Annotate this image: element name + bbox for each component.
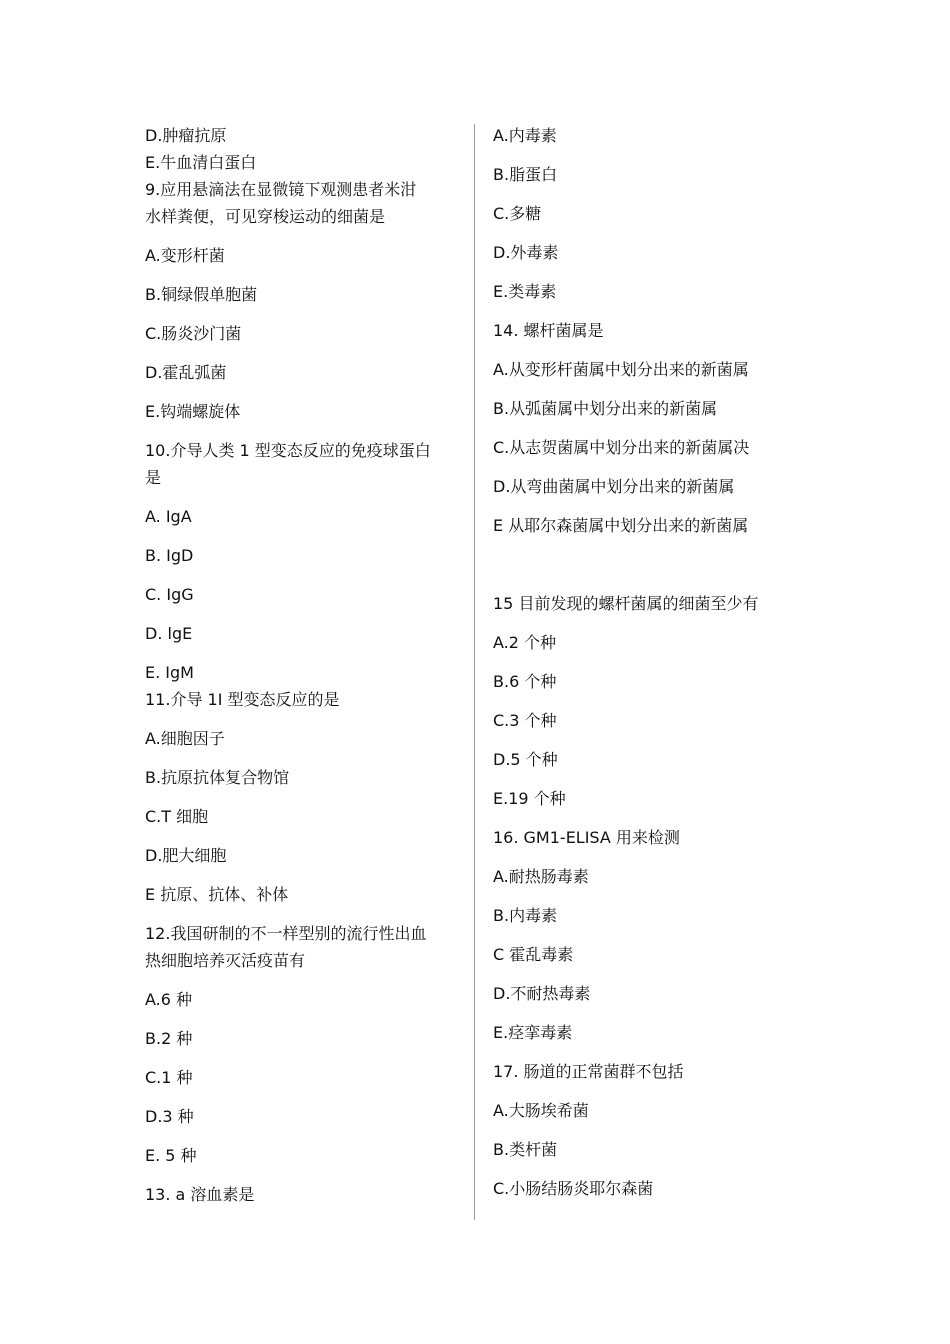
question-10-line-2: 是 — [145, 468, 162, 487]
option-e-q10: E. IgM — [145, 663, 194, 682]
option-b-q9: B.铜绿假单胞菌 — [145, 285, 258, 304]
option-d-q12: D.3 种 — [145, 1107, 194, 1126]
option-d-q9: D.霍乱弧菌 — [145, 363, 227, 382]
option-d-q15: D.5 个种 — [493, 750, 558, 769]
option-d-q13: D.外毒素 — [493, 243, 559, 262]
option-b-q11: B.抗原抗体复合物馆 — [145, 768, 290, 787]
option-c-q10: C. IgG — [145, 585, 194, 604]
option-b-q14: B.从弧菌属中划分出来的新菌属 — [493, 399, 718, 418]
option-d-q16: D.不耐热毒素 — [493, 984, 591, 1003]
option-d-q8: D.肿瘤抗原 — [145, 126, 227, 145]
question-12-line-2: 热细胞培养灭活疫苗有 — [145, 951, 306, 970]
option-b-q10: B. IgD — [145, 546, 194, 565]
option-a-q11: A.细胞因子 — [145, 729, 225, 748]
option-e-q12: E. 5 种 — [145, 1146, 197, 1165]
option-e-q8: E.牛血清白蛋白 — [145, 153, 257, 172]
option-c-q13: C.多糖 — [493, 204, 542, 223]
option-a-q16: A.耐热肠毒素 — [493, 867, 589, 886]
question-10-line-1: 10.介导人类 1 型变态反应的免疫球蛋白 — [145, 441, 431, 460]
question-14: 14. 螺杆菌属是 — [493, 321, 604, 340]
option-a-q10: A. IgA — [145, 507, 192, 526]
option-d-q14: D.从弯曲菌属中划分出来的新菌属 — [493, 477, 735, 496]
option-e-q14: E 从耶尔森菌属中划分出来的新菌属 — [493, 516, 749, 535]
option-a-q9: A.变形杆菌 — [145, 246, 225, 265]
question-17: 17. 肠道的正常菌群不包括 — [493, 1062, 684, 1081]
option-c-q12: C.1 种 — [145, 1068, 193, 1087]
option-a-q17: A.大肠埃希菌 — [493, 1101, 589, 1120]
right-column — [493, 122, 823, 1202]
option-c-q9: C.肠炎沙门菌 — [145, 324, 242, 343]
option-c-q15: C.3 个种 — [493, 711, 557, 730]
option-a-q14: A.从变形杆菌属中划分出来的新菌属 — [493, 360, 749, 379]
option-c-q11: C.T 细胞 — [145, 807, 209, 826]
question-15: 15 目前发现的螺杆菌属的细菌至少有 — [493, 594, 759, 613]
option-b-q12: B.2 种 — [145, 1029, 193, 1048]
option-e-q9: E.钩端螺旋体 — [145, 402, 241, 421]
question-12-line-1: 12.我国研制的不一样型别的流行性出血 — [145, 924, 427, 943]
option-b-q16: B.内毒素 — [493, 906, 558, 925]
question-11: 11.介导 1I 型变态反应的是 — [145, 690, 340, 709]
option-c-q16: C 霍乱毒素 — [493, 945, 574, 964]
option-c-q14: C.从志贺菌属中划分出来的新菌属决 — [493, 438, 750, 457]
option-b-q17: B.类杆菌 — [493, 1140, 558, 1159]
option-a-q13: A.内毒素 — [493, 126, 557, 145]
option-c-q17: C.小肠结肠炎耶尔森菌 — [493, 1179, 654, 1198]
question-16: 16. GM1-ELISA 用来检测 — [493, 828, 680, 847]
option-b-q13: B.脂蛋白 — [493, 165, 558, 184]
option-d-q10: D. lgE — [145, 624, 193, 643]
option-a-q12: A.6 种 — [145, 990, 193, 1009]
question-9-line-1: 9.应用悬滴法在显微镜下观测患者米泔 — [145, 180, 417, 199]
option-a-q15: A.2 个种 — [493, 633, 557, 652]
option-b-q15: B.6 个种 — [493, 672, 557, 691]
option-e-q16: E.痉挛毒素 — [493, 1023, 573, 1042]
question-13: 13. a 溶血素是 — [145, 1185, 255, 1204]
option-d-q11: D.肥大细胞 — [145, 846, 227, 865]
question-9-line-2: 水样粪便，可见穿梭运动的细菌是 — [145, 207, 386, 226]
column-divider — [474, 124, 475, 1220]
left-column — [145, 122, 463, 1208]
option-e-q11: E 抗原、抗体、补体 — [145, 885, 289, 904]
option-e-q15: E.19 个种 — [493, 789, 566, 808]
option-e-q13: E.类毒素 — [493, 282, 557, 301]
